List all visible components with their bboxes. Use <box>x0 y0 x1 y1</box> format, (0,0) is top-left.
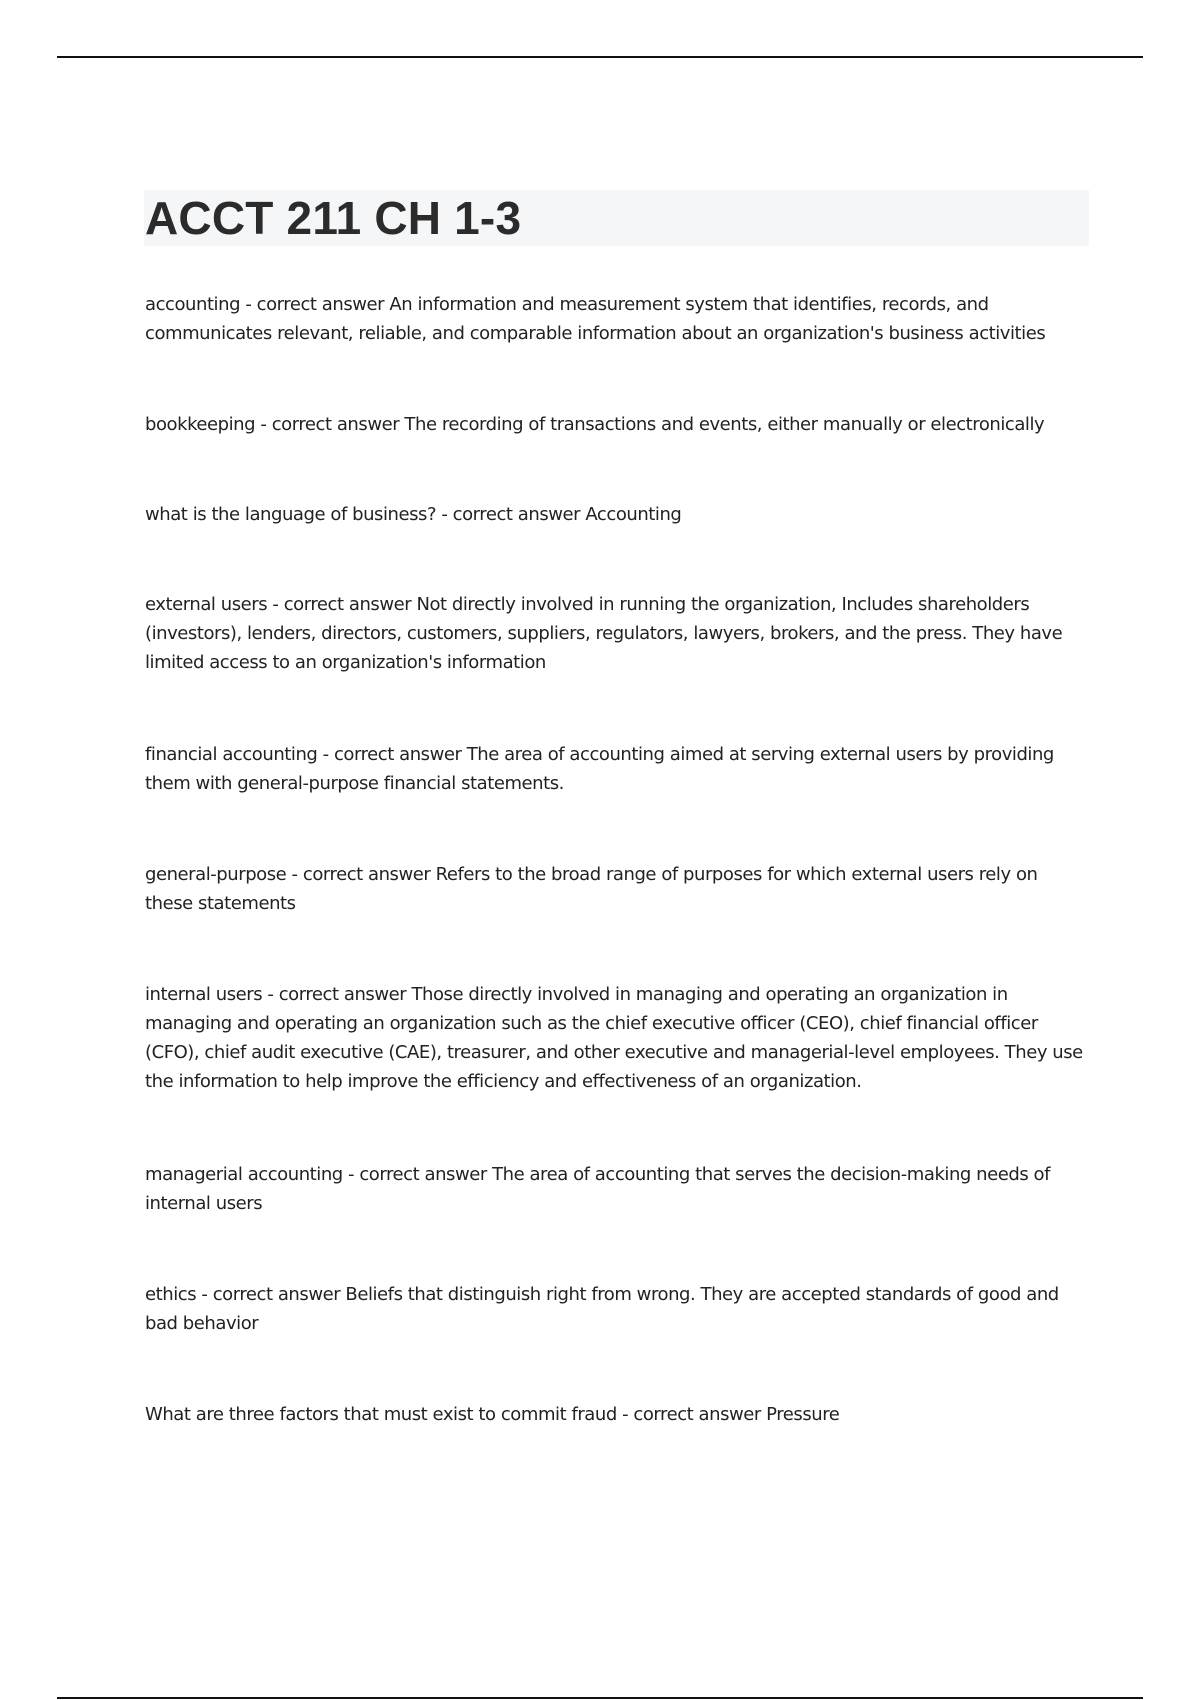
bottom-divider <box>57 1697 1143 1699</box>
flashcard-entry-ethics: ethics - correct answer Beliefs that distinguish right from wrong. They are accepted standards of good and bad behavior <box>145 1284 1059 1334</box>
flashcard-entry-bookkeeping: bookkeeping - correct answer The recording of transactions and events, either manually or electronically <box>145 414 1045 435</box>
flashcard-entry-managerial-accounting: managerial accounting - correct answer The area of accounting that serves the decision-making needs of internal users <box>145 1164 1051 1214</box>
flashcard-entry-external-users: external users - correct answer Not directly involved in running the organization, Includes shareholders (investors), lenders, directors, customers, suppliers, regulators, lawyers, brokers, and the press. They have limited access to an organization's information <box>145 594 1063 673</box>
document-title: ACCT 211 CH 1-3 <box>145 192 522 244</box>
flashcard-entry-language-of-business: what is the language of business? - correct answer Accounting <box>145 504 682 525</box>
flashcard-entry-internal-users: internal users - correct answer Those directly involved in managing and operating an organization in managing and operating an organization such as the chief executive officer (CEO), chief financial officer (CFO), chief audit executive (CAE), treasurer, and other executive and managerial-level employees. They use the information to help improve the efficiency and effectiveness of an organization. <box>145 984 1083 1092</box>
flashcard-entry-financial-accounting: financial accounting - correct answer The area of accounting aimed at serving external users by providing them with general-purpose financial statements. <box>145 744 1054 794</box>
top-divider <box>57 56 1143 58</box>
flashcard-entry-fraud-factors: What are three factors that must exist to commit fraud - correct answer Pressure <box>145 1404 840 1425</box>
flashcard-entry-accounting: accounting - correct answer An information and measurement system that identifies, records, and communicates relevant, reliable, and comparable information about an organization's business activities <box>145 294 1046 344</box>
flashcard-entry-general-purpose: general-purpose - correct answer Refers to the broad range of purposes for which external users rely on these statements <box>145 864 1038 914</box>
